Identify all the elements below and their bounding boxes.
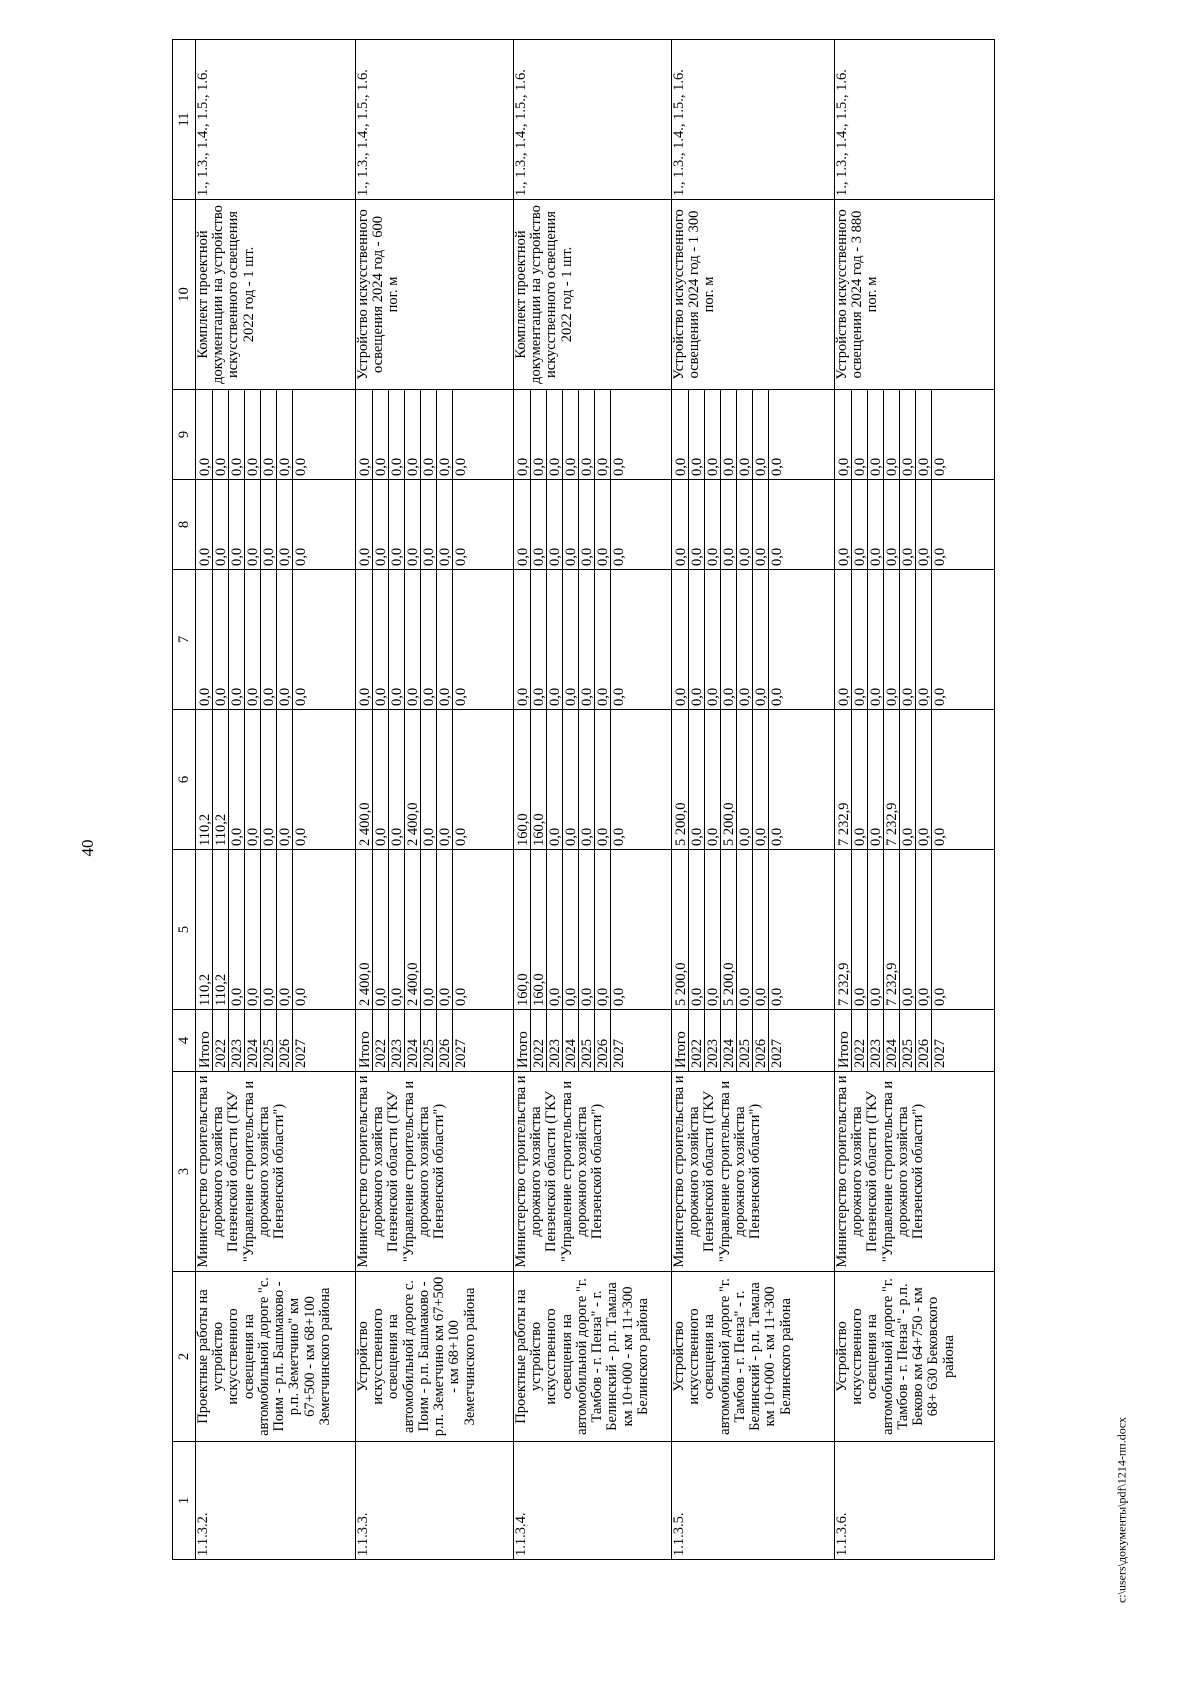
year-list-value: Итого bbox=[673, 1010, 689, 1071]
amount-col7-value: 0,0 bbox=[229, 570, 245, 709]
amount-col6-value: 0,0 bbox=[916, 710, 932, 849]
column-header-11: 11 bbox=[173, 40, 196, 200]
column-header-6: 6 bbox=[173, 710, 196, 850]
amount-col9-value: 0,0 bbox=[405, 390, 421, 479]
amount-col6-value: 0,0 bbox=[261, 710, 277, 849]
year-list bbox=[356, 1010, 514, 1072]
amount-col9 bbox=[356, 390, 514, 480]
measure-number: 1.1.3.6. bbox=[835, 1442, 995, 1560]
amount-col9-value: 0,0 bbox=[389, 390, 405, 479]
amount-col6 bbox=[672, 710, 835, 850]
amount-col9-value: 0,0 bbox=[753, 390, 769, 479]
year-list-value: 2023 bbox=[229, 1010, 245, 1071]
year-list bbox=[835, 1010, 995, 1072]
amount-col8-value: 0,0 bbox=[421, 480, 437, 569]
year-list-value: 2023 bbox=[389, 1010, 405, 1071]
year-list-value: 2025 bbox=[261, 1010, 277, 1071]
amount-col9-value: 0,0 bbox=[547, 390, 563, 479]
program-measures-table bbox=[172, 39, 995, 1560]
amount-col9-value: 0,0 bbox=[213, 390, 229, 479]
amount-col6-value: 0,0 bbox=[373, 710, 389, 849]
amount-col9 bbox=[835, 390, 995, 480]
amount-col9-value: 0,0 bbox=[721, 390, 737, 479]
table-row bbox=[672, 40, 835, 1560]
measure-name: Проектные работы на устройство искусственного освещения на автомобильной дороге "г. Тамбов - г. Пенза" - г. Белинский - р.п. Тамала км 10+000 - км 11+300 Белинского района bbox=[514, 1272, 672, 1442]
amount-col7-value: 0,0 bbox=[737, 570, 753, 709]
amount-col9-value: 0,0 bbox=[531, 390, 547, 479]
year-list bbox=[672, 1010, 835, 1072]
amount-col5-value: 110,2 bbox=[197, 850, 213, 1009]
amount-col7 bbox=[356, 570, 514, 710]
amount-col7-value: 0,0 bbox=[836, 570, 852, 709]
amount-col9-value: 0,0 bbox=[453, 457, 469, 476]
amount-col7-value: 0,0 bbox=[261, 570, 277, 709]
amount-col6-value: 5 200,0 bbox=[673, 710, 689, 849]
amount-col8-value: 0,0 bbox=[229, 480, 245, 569]
expected-result: Устройство искусственного освещения 2024 год - 1 300 пог. м bbox=[672, 200, 835, 390]
responsible-executor: Министерство строительства и дорожного хозяйства Пензенской области (ГКУ "Управление строительства и дорожного хозяйства Пензенской области") bbox=[672, 1072, 835, 1272]
amount-col8-value: 0,0 bbox=[437, 480, 453, 569]
amount-col6-value: 0,0 bbox=[389, 710, 405, 849]
amount-col5-value: 0,0 bbox=[932, 987, 948, 1006]
amount-col8-value: 0,0 bbox=[884, 480, 900, 569]
year-list-value: 2026 bbox=[437, 1010, 453, 1071]
amount-col5 bbox=[835, 850, 995, 1010]
amount-col6-value: 0,0 bbox=[900, 710, 916, 849]
amount-col9-value: 0,0 bbox=[579, 390, 595, 479]
amount-col5-value: 0,0 bbox=[753, 850, 769, 1009]
amount-col5-value: 0,0 bbox=[705, 850, 721, 1009]
year-list bbox=[514, 1010, 672, 1072]
amount-col6-value: 0,0 bbox=[277, 710, 293, 849]
amount-col9-value: 0,0 bbox=[836, 390, 852, 479]
year-list-value: 2025 bbox=[421, 1010, 437, 1071]
amount-col8-value: 0,0 bbox=[197, 480, 213, 569]
amount-col6-value: 0,0 bbox=[421, 710, 437, 849]
amount-col5-value: 0,0 bbox=[277, 850, 293, 1009]
responsible-executor: Министерство строительства и дорожного хозяйства Пензенской области (ГКУ "Управление строительства и дорожного хозяйства Пензенской области") bbox=[196, 1072, 356, 1272]
amount-col5-value: 0,0 bbox=[579, 850, 595, 1009]
year-list-value: 2024 bbox=[563, 1010, 579, 1071]
amount-col6 bbox=[356, 710, 514, 850]
amount-col5-value: 0,0 bbox=[293, 987, 309, 1006]
amount-col8-value: 0,0 bbox=[515, 480, 531, 569]
amount-col7-value: 0,0 bbox=[373, 570, 389, 709]
amount-col8 bbox=[514, 480, 672, 570]
amount-col5-value: 110,2 bbox=[213, 850, 229, 1009]
amount-col8-value: 0,0 bbox=[563, 480, 579, 569]
amount-col8-value: 0,0 bbox=[769, 547, 785, 566]
amount-col8-value: 0,0 bbox=[293, 547, 309, 566]
amount-col6-value: 7 232,9 bbox=[836, 710, 852, 849]
amount-col7-value: 0,0 bbox=[213, 570, 229, 709]
amount-col8-value: 0,0 bbox=[405, 480, 421, 569]
year-list-value: 2024 bbox=[721, 1010, 737, 1071]
amount-col6-value: 160,0 bbox=[515, 710, 531, 849]
rotated-page-content bbox=[172, 40, 1122, 1560]
year-list-value: 2025 bbox=[737, 1010, 753, 1071]
amount-col8-value: 0,0 bbox=[261, 480, 277, 569]
amount-col9-value: 0,0 bbox=[563, 390, 579, 479]
amount-col8-value: 0,0 bbox=[705, 480, 721, 569]
amount-col6-value: 0,0 bbox=[852, 710, 868, 849]
amount-col5 bbox=[356, 850, 514, 1010]
amount-col5-value: 2 400,0 bbox=[405, 850, 421, 1009]
year-list-value: Итого bbox=[357, 1010, 373, 1071]
amount-col9-value: 0,0 bbox=[689, 390, 705, 479]
amount-col7-value: 0,0 bbox=[721, 570, 737, 709]
year-list-value: 2022 bbox=[213, 1010, 229, 1071]
amount-col6-value: 0,0 bbox=[932, 827, 948, 846]
amount-col6-value: 110,2 bbox=[197, 710, 213, 849]
amount-col6-value: 0,0 bbox=[689, 710, 705, 849]
amount-col6-value: 0,0 bbox=[293, 827, 309, 846]
amount-col5-value: 0,0 bbox=[547, 850, 563, 1009]
amount-col6-value: 2 400,0 bbox=[357, 710, 373, 849]
year-list-value: 2027 bbox=[453, 1039, 469, 1068]
amount-col5-value: 7 232,9 bbox=[836, 850, 852, 1009]
amount-col9-value: 0,0 bbox=[737, 390, 753, 479]
amount-col6-value: 160,0 bbox=[531, 710, 547, 849]
amount-col5-value: 0,0 bbox=[916, 850, 932, 1009]
year-list-value: 2023 bbox=[868, 1010, 884, 1071]
indicator-reference: 1., 1.3., 1.4., 1.5., 1.6. bbox=[835, 40, 995, 200]
amount-col8-value: 0,0 bbox=[547, 480, 563, 569]
amount-col5-value: 0,0 bbox=[611, 987, 627, 1006]
year-list-value: 2024 bbox=[405, 1010, 421, 1071]
amount-col6-value: 0,0 bbox=[595, 710, 611, 849]
amount-col9-value: 0,0 bbox=[673, 390, 689, 479]
amount-col8-value: 0,0 bbox=[579, 480, 595, 569]
amount-col5-value: 0,0 bbox=[737, 850, 753, 1009]
amount-col7-value: 0,0 bbox=[673, 570, 689, 709]
amount-col9-value: 0,0 bbox=[884, 390, 900, 479]
amount-col7-value: 0,0 bbox=[769, 687, 785, 706]
measure-name: Устройство искусственного освещения на автомобильной дороге с. Поим - р.п. Башмаково - р.п. Земетчино км 67+500 - км 68+100 Земетчинского района bbox=[356, 1272, 514, 1442]
amount-col9-value: 0,0 bbox=[705, 390, 721, 479]
amount-col6 bbox=[196, 710, 356, 850]
amount-col5-value: 0,0 bbox=[689, 850, 705, 1009]
amount-col9-value: 0,0 bbox=[515, 390, 531, 479]
amount-col7-value: 0,0 bbox=[293, 687, 309, 706]
year-list-value: 2026 bbox=[277, 1010, 293, 1071]
amount-col5-value: 5 200,0 bbox=[673, 850, 689, 1009]
amount-col7-value: 0,0 bbox=[900, 570, 916, 709]
amount-col8-value: 0,0 bbox=[373, 480, 389, 569]
footer-file-path: c:\users\документы\pdf\1214-пп.docx bbox=[1114, 1416, 1129, 1604]
amount-col7-value: 0,0 bbox=[437, 570, 453, 709]
amount-col7-value: 0,0 bbox=[357, 570, 373, 709]
amount-col5-value: 160,0 bbox=[531, 850, 547, 1009]
amount-col7 bbox=[672, 570, 835, 710]
amount-col7-value: 0,0 bbox=[595, 570, 611, 709]
amount-col8-value: 0,0 bbox=[595, 480, 611, 569]
year-list-value: 2025 bbox=[579, 1010, 595, 1071]
year-list-value: 2024 bbox=[884, 1010, 900, 1071]
amount-col5-value: 0,0 bbox=[852, 850, 868, 1009]
amount-col5-value: 160,0 bbox=[515, 850, 531, 1009]
measure-number: 1.1.3.5. bbox=[672, 1442, 835, 1560]
column-header-5: 5 bbox=[173, 850, 196, 1010]
amount-col7-value: 0,0 bbox=[389, 570, 405, 709]
expected-result: Комплект проектной документации на устройство искусственного освещения 2022 год - 1 шт. bbox=[514, 200, 672, 390]
amount-col6-value: 0,0 bbox=[611, 827, 627, 846]
amount-col6-value: 0,0 bbox=[245, 710, 261, 849]
amount-col9-value: 0,0 bbox=[421, 390, 437, 479]
column-header-2: 2 bbox=[173, 1272, 196, 1442]
amount-col9-value: 0,0 bbox=[852, 390, 868, 479]
amount-col8-value: 0,0 bbox=[245, 480, 261, 569]
amount-col7-value: 0,0 bbox=[579, 570, 595, 709]
amount-col8 bbox=[672, 480, 835, 570]
amount-col5 bbox=[196, 850, 356, 1010]
indicator-reference: 1., 1.3., 1.4., 1.5., 1.6. bbox=[672, 40, 835, 200]
amount-col9-value: 0,0 bbox=[277, 390, 293, 479]
amount-col5-value: 0,0 bbox=[421, 850, 437, 1009]
amount-col7-value: 0,0 bbox=[852, 570, 868, 709]
column-header-4: 4 bbox=[173, 1010, 196, 1072]
amount-col9-value: 0,0 bbox=[595, 390, 611, 479]
amount-col6-value: 110,2 bbox=[213, 710, 229, 849]
amount-col7-value: 0,0 bbox=[932, 687, 948, 706]
amount-col7-value: 0,0 bbox=[689, 570, 705, 709]
amount-col6 bbox=[514, 710, 672, 850]
year-list-value: 2022 bbox=[689, 1010, 705, 1071]
amount-col8-value: 0,0 bbox=[357, 480, 373, 569]
amount-col8-value: 0,0 bbox=[868, 480, 884, 569]
amount-col5-value: 0,0 bbox=[769, 987, 785, 1006]
amount-col7-value: 0,0 bbox=[405, 570, 421, 709]
amount-col6-value: 0,0 bbox=[705, 710, 721, 849]
amount-col9-value: 0,0 bbox=[373, 390, 389, 479]
amount-col9-value: 0,0 bbox=[261, 390, 277, 479]
amount-col9 bbox=[672, 390, 835, 480]
table-row bbox=[356, 40, 514, 1560]
year-list-value: Итого bbox=[836, 1010, 852, 1071]
amount-col9-value: 0,0 bbox=[197, 390, 213, 479]
amount-col5-value: 7 232,9 bbox=[884, 850, 900, 1009]
amount-col8-value: 0,0 bbox=[673, 480, 689, 569]
amount-col6-value: 0,0 bbox=[437, 710, 453, 849]
amount-col6-value: 0,0 bbox=[563, 710, 579, 849]
amount-col9-value: 0,0 bbox=[437, 390, 453, 479]
expected-result: Комплект проектной документации на устройство искусственного освещения 2022 год - 1 шт. bbox=[196, 200, 356, 390]
table-body bbox=[196, 40, 995, 1560]
page-number: 40 bbox=[78, 839, 97, 857]
year-list-value: Итого bbox=[515, 1010, 531, 1071]
amount-col7-value: 0,0 bbox=[531, 570, 547, 709]
amount-col8-value: 0,0 bbox=[531, 480, 547, 569]
year-list-value: 2027 bbox=[611, 1039, 627, 1068]
amount-col8-value: 0,0 bbox=[737, 480, 753, 569]
amount-col7-value: 0,0 bbox=[868, 570, 884, 709]
amount-col8-value: 0,0 bbox=[389, 480, 405, 569]
amount-col8-value: 0,0 bbox=[611, 547, 627, 566]
amount-col8-value: 0,0 bbox=[721, 480, 737, 569]
column-header-7: 7 bbox=[173, 570, 196, 710]
responsible-executor: Министерство строительства и дорожного хозяйства Пензенской области (ГКУ "Управление строительства и дорожного хозяйства Пензенской области") bbox=[356, 1072, 514, 1272]
amount-col6-value: 0,0 bbox=[453, 827, 469, 846]
column-header-10: 10 bbox=[173, 200, 196, 390]
amount-col7-value: 0,0 bbox=[611, 687, 627, 706]
amount-col5-value: 0,0 bbox=[868, 850, 884, 1009]
amount-col8 bbox=[835, 480, 995, 570]
amount-col7-value: 0,0 bbox=[916, 570, 932, 709]
amount-col9-value: 0,0 bbox=[769, 457, 785, 476]
measure-name: Устройство искусственного освещения на автомобильной дороге "г. Тамбов - г. Пенза" - р.п. Беково км 64+750 - км 68+ 630 Бековского района bbox=[835, 1272, 995, 1442]
measure-name: Проектные работы на устройство искусственного освещения на автомобильной дороге "с. Поим - р.п. Башмаково - р.п. Земетчино" км 67+500 - км 68+100 Земетчинского района bbox=[196, 1272, 356, 1442]
amount-col6-value: 0,0 bbox=[868, 710, 884, 849]
amount-col6-value: 0,0 bbox=[753, 710, 769, 849]
year-list-value: 2027 bbox=[293, 1039, 309, 1068]
amount-col9-value: 0,0 bbox=[229, 390, 245, 479]
amount-col5-value: 5 200,0 bbox=[721, 850, 737, 1009]
column-header-8: 8 bbox=[173, 480, 196, 570]
amount-col7-value: 0,0 bbox=[705, 570, 721, 709]
amount-col8-value: 0,0 bbox=[277, 480, 293, 569]
year-list bbox=[196, 1010, 356, 1072]
amount-col7-value: 0,0 bbox=[277, 570, 293, 709]
year-list-value: 2026 bbox=[595, 1010, 611, 1071]
amount-col7 bbox=[514, 570, 672, 710]
amount-col5-value: 0,0 bbox=[437, 850, 453, 1009]
amount-col6-value: 0,0 bbox=[229, 710, 245, 849]
amount-col9-value: 0,0 bbox=[916, 390, 932, 479]
year-list-value: 2026 bbox=[916, 1010, 932, 1071]
amount-col6-value: 0,0 bbox=[547, 710, 563, 849]
amount-col9-value: 0,0 bbox=[611, 457, 627, 476]
year-list-value: 2022 bbox=[373, 1010, 389, 1071]
amount-col6 bbox=[835, 710, 995, 850]
amount-col8 bbox=[356, 480, 514, 570]
amount-col5 bbox=[514, 850, 672, 1010]
amount-col9-value: 0,0 bbox=[868, 390, 884, 479]
amount-col5-value: 0,0 bbox=[595, 850, 611, 1009]
amount-col9-value: 0,0 bbox=[245, 390, 261, 479]
amount-col6-value: 0,0 bbox=[737, 710, 753, 849]
amount-col5-value: 0,0 bbox=[563, 850, 579, 1009]
amount-col8-value: 0,0 bbox=[836, 480, 852, 569]
responsible-executor: Министерство строительства и дорожного хозяйства Пензенской области (ГКУ "Управление строительства и дорожного хозяйства Пензенской области") bbox=[835, 1072, 995, 1272]
amount-col5-value: 0,0 bbox=[453, 987, 469, 1006]
amount-col6-value: 0,0 bbox=[769, 827, 785, 846]
amount-col8-value: 0,0 bbox=[689, 480, 705, 569]
table-row bbox=[835, 40, 995, 1560]
amount-col8-value: 0,0 bbox=[932, 547, 948, 566]
table-row bbox=[196, 40, 356, 1560]
amount-col8-value: 0,0 bbox=[916, 480, 932, 569]
year-list-value: 2027 bbox=[932, 1039, 948, 1068]
amount-col9 bbox=[514, 390, 672, 480]
amount-col9-value: 0,0 bbox=[932, 457, 948, 476]
amount-col8 bbox=[196, 480, 356, 570]
amount-col5-value: 0,0 bbox=[389, 850, 405, 1009]
amount-col9 bbox=[196, 390, 356, 480]
year-list-value: 2027 bbox=[769, 1039, 785, 1068]
column-header-3: 3 bbox=[173, 1072, 196, 1272]
table-row bbox=[514, 40, 672, 1560]
table-header-row bbox=[173, 40, 196, 1560]
amount-col8-value: 0,0 bbox=[453, 547, 469, 566]
year-list-value: 2022 bbox=[531, 1010, 547, 1071]
year-list-value: 2025 bbox=[900, 1010, 916, 1071]
amount-col7-value: 0,0 bbox=[421, 570, 437, 709]
amount-col6-value: 5 200,0 bbox=[721, 710, 737, 849]
amount-col7-value: 0,0 bbox=[563, 570, 579, 709]
expected-result: Устройство искусственного освещения 2024 год - 3 880 пог. м bbox=[835, 200, 995, 390]
amount-col8-value: 0,0 bbox=[900, 480, 916, 569]
year-list-value: 2026 bbox=[753, 1010, 769, 1071]
measure-number: 1.1.3.4. bbox=[514, 1442, 672, 1560]
column-header-1: 1 bbox=[173, 1442, 196, 1560]
measure-name: Устройство искусственного освещения на автомобильной дороге "г. Тамбов - г. Пенза" - г. Белинский - р.п. Тамала км 10+000 - км 11+300 Белинского района bbox=[672, 1272, 835, 1442]
amount-col7-value: 0,0 bbox=[515, 570, 531, 709]
expected-result: Устройство искусственного освещения 2024 год - 600 пог. м bbox=[356, 200, 514, 390]
year-list-value: 2023 bbox=[547, 1010, 563, 1071]
amount-col7-value: 0,0 bbox=[753, 570, 769, 709]
year-list-value: 2023 bbox=[705, 1010, 721, 1071]
amount-col8-value: 0,0 bbox=[213, 480, 229, 569]
amount-col7-value: 0,0 bbox=[884, 570, 900, 709]
amount-col5-value: 0,0 bbox=[261, 850, 277, 1009]
amount-col6-value: 2 400,0 bbox=[405, 710, 421, 849]
amount-col5-value: 0,0 bbox=[373, 850, 389, 1009]
amount-col7-value: 0,0 bbox=[547, 570, 563, 709]
amount-col9-value: 0,0 bbox=[900, 390, 916, 479]
amount-col7 bbox=[835, 570, 995, 710]
year-list-value: 2022 bbox=[852, 1010, 868, 1071]
amount-col7-value: 0,0 bbox=[197, 570, 213, 709]
indicator-reference: 1., 1.3., 1.4., 1.5., 1.6. bbox=[356, 40, 514, 200]
amount-col7-value: 0,0 bbox=[453, 687, 469, 706]
amount-col6-value: 0,0 bbox=[579, 710, 595, 849]
measure-number: 1.1.3.3. bbox=[356, 1442, 514, 1560]
amount-col6-value: 7 232,9 bbox=[884, 710, 900, 849]
indicator-reference: 1., 1.3., 1.4., 1.5., 1.6. bbox=[514, 40, 672, 200]
amount-col5-value: 0,0 bbox=[245, 850, 261, 1009]
amount-col5-value: 0,0 bbox=[900, 850, 916, 1009]
measure-number: 1.1.3.2. bbox=[196, 1442, 356, 1560]
amount-col7 bbox=[196, 570, 356, 710]
amount-col5 bbox=[672, 850, 835, 1010]
indicator-reference: 1., 1.3., 1.4., 1.5., 1.6. bbox=[196, 40, 356, 200]
amount-col8-value: 0,0 bbox=[753, 480, 769, 569]
responsible-executor: Министерство строительства и дорожного хозяйства Пензенской области (ГКУ "Управление строительства и дорожного хозяйства Пензенской области") bbox=[514, 1072, 672, 1272]
amount-col7-value: 0,0 bbox=[245, 570, 261, 709]
column-header-9: 9 bbox=[173, 390, 196, 480]
year-list-value: Итого bbox=[197, 1010, 213, 1071]
year-list-value: 2024 bbox=[245, 1010, 261, 1071]
amount-col5-value: 2 400,0 bbox=[357, 850, 373, 1009]
amount-col9-value: 0,0 bbox=[357, 390, 373, 479]
amount-col9-value: 0,0 bbox=[293, 457, 309, 476]
amount-col5-value: 0,0 bbox=[229, 850, 245, 1009]
amount-col8-value: 0,0 bbox=[852, 480, 868, 569]
